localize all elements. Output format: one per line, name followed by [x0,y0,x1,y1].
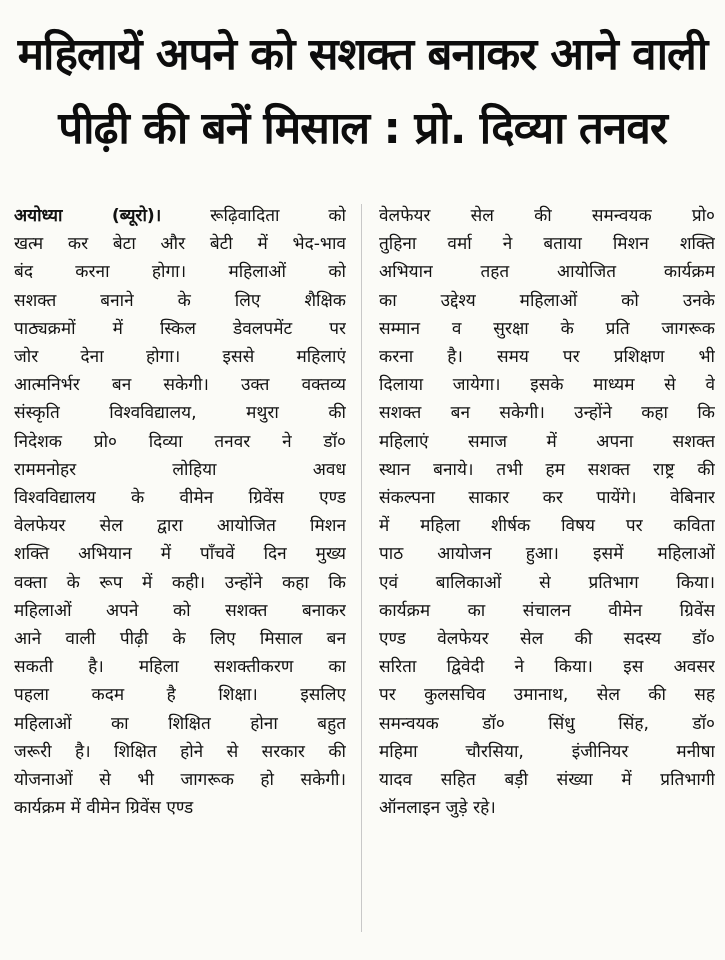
column-divider [361,204,362,932]
article-line: आने वाली पीढ़ी के लिए मिसाल बन [14,629,346,650]
article-line: महिलाएं समाज में अपना सशक्त [379,431,715,452]
article-line: का उद्देश्य महिलाओं को उनके [379,290,715,311]
article-line: संकल्पना साकार कर पायेंगे। वेबिनार [379,488,715,509]
article-line: एण्ड वेलफेयर सेल की सदस्य डॉ० [379,629,715,650]
article-line: पाठ्यक्रमों में स्किल डेवलपमेंट पर [14,318,346,339]
article-line: में महिला शीर्षक विषय पर कविता [379,516,715,537]
article-line: सकती है। महिला सशक्तीकरण का [14,657,346,678]
article-line: वेलफेयर सेल द्वारा आयोजित मिशन [14,516,346,537]
article-line: सरिता द्विवेदी ने किया। इस अवसर [379,657,715,678]
article-line: अभियान तहत आयोजित कार्यक्रम [379,262,715,283]
article-column-right [379,202,715,822]
article-line: संस्कृति विश्वविद्यालय, मथुरा की [14,403,346,424]
article-line [14,202,346,230]
article-line: करना है। समय पर प्रशिक्षण भी [379,347,715,368]
article-column-left [14,202,346,822]
article-line: बंद करना होगा। महिलाओं को [14,262,346,283]
article-line: निदेशक प्रो० दिव्या तनवर ने डॉ० [14,431,346,452]
article-line: कार्यक्रम में वीमेन ग्रिवेंस एण्ड [14,798,194,819]
article-line: वेलफेयर सेल की समन्वयक प्रो० [379,206,715,226]
article-line: ऑनलाइन जुड़े रहे। [379,798,496,819]
article-line: दिलाया जायेगा। इसके माध्यम से वे [379,375,715,396]
article-line: स्थान बनाये। तभी हम सशक्त राष्ट्र की [379,459,715,480]
article-line: समन्वयक डॉ० सिंधु सिंह, डॉ० [379,713,715,734]
article-line: कार्यक्रम का संचालन वीमेन ग्रिवेंस [379,600,715,621]
article-line: सम्मान व सुरक्षा के प्रति जागरूक [379,318,715,339]
headline [8,18,717,166]
article-line: तुहिना वर्मा ने बताया मिशन शक्ति [379,234,715,255]
article-line: योजनाओं से भी जागरूक हो सकेगी। [14,770,346,791]
article-line: यादव सहित बड़ी संख्या में प्रतिभागी [379,770,715,791]
article-line: महिमा चौरसिया, इंजीनियर मनीषा [379,741,715,762]
article-line: सशक्त बनाने के लिए शैक्षिक [14,290,346,311]
article-line: वक्ता के रूप में कही। उन्होंने कहा कि [14,572,346,593]
article-line: खत्म कर बेटा और बेटी में भेद-भाव [14,234,346,255]
article-line: जरूरी है। शिक्षित होने से सरकार की [14,741,346,762]
article-line: विश्वविद्यालय के वीमेन ग्रिवेंस एण्ड [14,488,346,509]
article-line: पाठ आयोजन हुआ। इसमें महिलाओं [379,544,715,565]
article-line: महिलाओं अपने को सशक्त बनाकर [14,600,346,621]
article-line: पहला कदम है शिक्षा। इसलिए [14,685,346,706]
headline-line-1: महिलायें अपने को सशक्त बनाकर आने वाली [17,29,708,80]
article-line: जोर देना होगा। इससे महिलाएं [14,347,346,368]
article-line: राममनोहर लोहिया अवध [14,459,346,480]
article-line: पर कुलसचिव उमानाथ, सेल की सह [379,685,715,706]
article-line-text: रूढ़िवादिता को [161,206,346,226]
headline-line-2: पीढ़ी की बनें मिसाल : प्रो. दिव्या तनवर [58,103,667,154]
article-line: एवं बालिकाओं से प्रतिभाग किया। [379,572,715,593]
article-line: सशक्त बन सकेगी। उन्होंने कहा कि [379,403,715,424]
article-line: शक्ति अभियान में पाँचवें दिन मुख्य [14,544,346,565]
dateline: अयोध्या (ब्यूरो)। [14,206,162,226]
article-line: महिलाओं का शिक्षित होना बहुत [14,713,346,734]
article-line: आत्मनिर्भर बन सकेगी। उक्त वक्तव्य [14,375,346,396]
